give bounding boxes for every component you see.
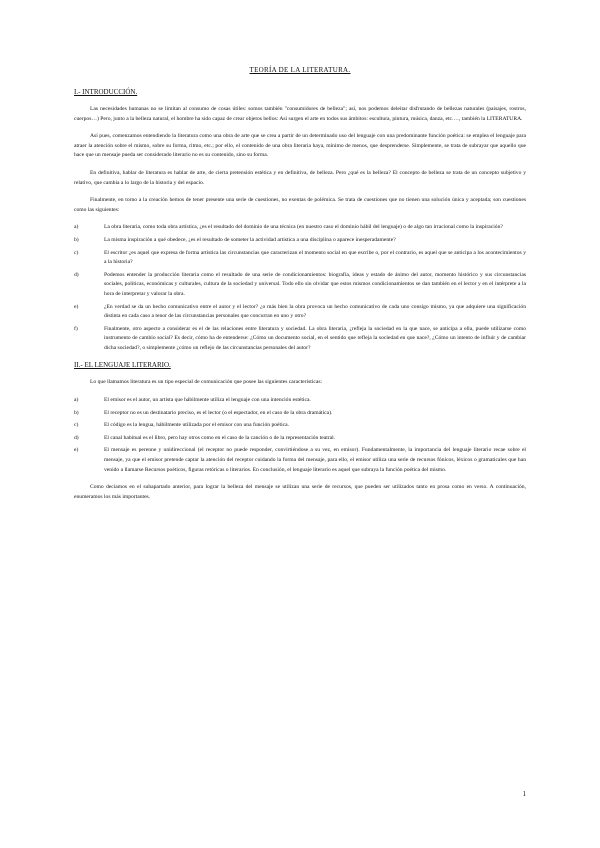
list-marker: b) <box>74 409 79 416</box>
list-item <box>74 409 526 419</box>
list-marker: e) <box>74 303 79 310</box>
list-item-text: El código es la lengua, hábilmente utilizada por el emisor con una función poética. <box>104 422 289 429</box>
paragraph: Las necesidades humanas no se limitan al consumo de cosas útiles: somos también "consumidores de belleza"; así, nos podemos deleitar disfrutando de bellezas naturales (paisajes, rostros, cuerpos…) Pero, junto a la belleza natural, el hombre ha sido capaz de crear objetos bellos: Así surgen el arte en todos sus ámbitos: escultura, pintura, música, danza, etc.…, también la LITERATURA. <box>74 106 526 122</box>
list-item-text: El mensaje es perenne y unidireccional (el receptor no puede responder, convirtiéndose a su vez, en emisor). Fundamentalmente, la importancia del lenguaje literario recae sobre el mensaje, ya que el emisor pretende captar la atención del receptor cuidando la forma del mensaje, para ello, el emisor utiliza una serie de recursos fónicos, léxicos o gramaticales que han venido a llamarse Recursos poéticos, figuras retóricas o literarios. En conclusión, el lenguaje literario es aquel que subraya la función poética del mismo. <box>104 447 526 473</box>
list-item-text: ¿En verdad se da un hecho comunicativo entre el autor y el lector? ¿o más bien la obra provoca un hecho comunicativo de cada uno consigo mismo, ya que adquiere una significación distinta en cada caso a tenor de las circunstancias personales que concurran en uno y otro? <box>104 303 526 320</box>
list-item <box>74 236 526 246</box>
list-item-text: La obra literaria, como toda obra artística, ¿es el resultado del dominio de una técnica (en nuestro caso el dominio hábil del lenguaje) o de algo tan irracional como la inspiración? <box>104 224 503 231</box>
characteristics-list <box>74 396 526 475</box>
section-heading-lenguaje-literario: II.- EL LENGUAJE LITERARIO. <box>74 361 171 370</box>
list-item-text: Podemos entender la producción literaria como el resultado de una serie de condicionamientos: biografía, ideas y estado de ánimo del autor, momento histórico y sus circunstancias sociales, políticas, económicas y culturales, cultura de la sociedad y universal. Todo ello sin olvidar que estos mismos condicionamientos se dan también en el lector y en el intérprete a la hora de interpretar y valorar la obra. <box>104 271 526 297</box>
list-item-text: Finalmente, otro aspecto a considerar es el de las relaciones entre literatura y sociedad. La obra literaria, ¿refleja la sociedad en la que nace, se anticipa a ella, puede utilizarse como instrumento de cambio social? Es decir, cómo ha de entenderse: ¿Cómo un documento social, en el sentido que refleja la sociedad en que nace?, ¿Cómo un intento de influir y de cambiar dicha sociedad?, o simplemente ¿cómo un reflejo de las circunstancias personales del autor? <box>104 325 526 351</box>
list-item-text: El escritor ¿es aquel que expresa de forma artística las circunstancias que caracterizan el momento social en que escribe o, por el contrario, es aquel que se anticipa a los acontecimientos y a la historia? <box>104 249 526 266</box>
list-marker: d) <box>74 434 79 441</box>
list-item-text: La misma inspiración a qué obedece, ¿es el resultado de someter la actividad artística a una disciplina o aparece inesperadamente? <box>104 236 396 243</box>
question-list <box>74 223 526 353</box>
list-marker: a) <box>74 397 79 404</box>
list-item <box>74 325 526 354</box>
list-marker: d) <box>74 271 79 278</box>
list-item <box>74 396 526 406</box>
paragraph: Lo que llamamos literatura es un tipo especial de comunicación que posee las siguientes características: <box>90 379 323 386</box>
list-item-text: El receptor no es un destinatario preciso, es el lector (o el espectador, en el caso de la obra dramática). <box>104 409 333 416</box>
page-number: 1 <box>522 790 526 798</box>
list-marker: a) <box>74 224 79 231</box>
document-title: TEORÍA DE LA LITERATURA. <box>249 66 351 74</box>
list-item-text: El canal habitual es el libro, pero hay otros como en el caso de la canción o de la representación teatral. <box>104 434 336 441</box>
list-item <box>74 434 526 444</box>
paragraph: Así pues, comenzamos entendiendo la literatura como una obra de arte que se crea a partir de un determinado uso del lenguaje con una predominante función poética: se emplea el lenguaje para atraer la atención sobre el mismo, sobre su forma, ritmo, etc.; por ello, el contenido de una obra literaria haya, mínimo de menos, que desprenderse. Simplemente, se trata de subrayar que aquello que hace que un mensaje pueda ser considerado literario no es su contenido, sino su forma. <box>74 133 526 159</box>
list-item <box>74 223 526 233</box>
list-marker: c) <box>74 422 79 429</box>
list-item-text: El emisor es el autor, un artista que hábilmente utiliza el lenguaje con una intención estética. <box>104 397 311 404</box>
section-heading-introduccion: I.- INTRODUCCIÓN. <box>74 88 138 96</box>
list-item <box>74 446 526 475</box>
list-item <box>74 421 526 431</box>
list-item <box>74 271 526 300</box>
list-marker: f) <box>74 325 78 332</box>
paragraph: En definitiva, hablar de literatura es hablar de arte, de cierta pretensión estética y en definitiva, de belleza. Pero ¿qué es la belleza? El concepto de belleza se trata de un concepto subjetivo y relativo, que cambia a lo largo de la historia y del espacio. <box>74 169 526 186</box>
list-item <box>74 303 526 322</box>
list-item <box>74 249 526 268</box>
paragraph: Como decíamos en el subapartado anterior, para lograr la belleza del mensaje se utilizan una serie de recursos, que pueden ser utilizados tanto en prosa como en verso. A continuación, enumeramos los más importantes. <box>74 484 526 500</box>
list-marker: e) <box>74 447 79 454</box>
paragraph: Finalmente, en torno a la creación hemos de tener presente una serie de cuestiones, no exentas de polémica. Se trata de cuestiones que no tienen una solución única y aceptada; son cuestiones como las siguientes: <box>74 197 526 213</box>
list-marker: b) <box>74 236 79 243</box>
list-marker: c) <box>74 249 79 256</box>
